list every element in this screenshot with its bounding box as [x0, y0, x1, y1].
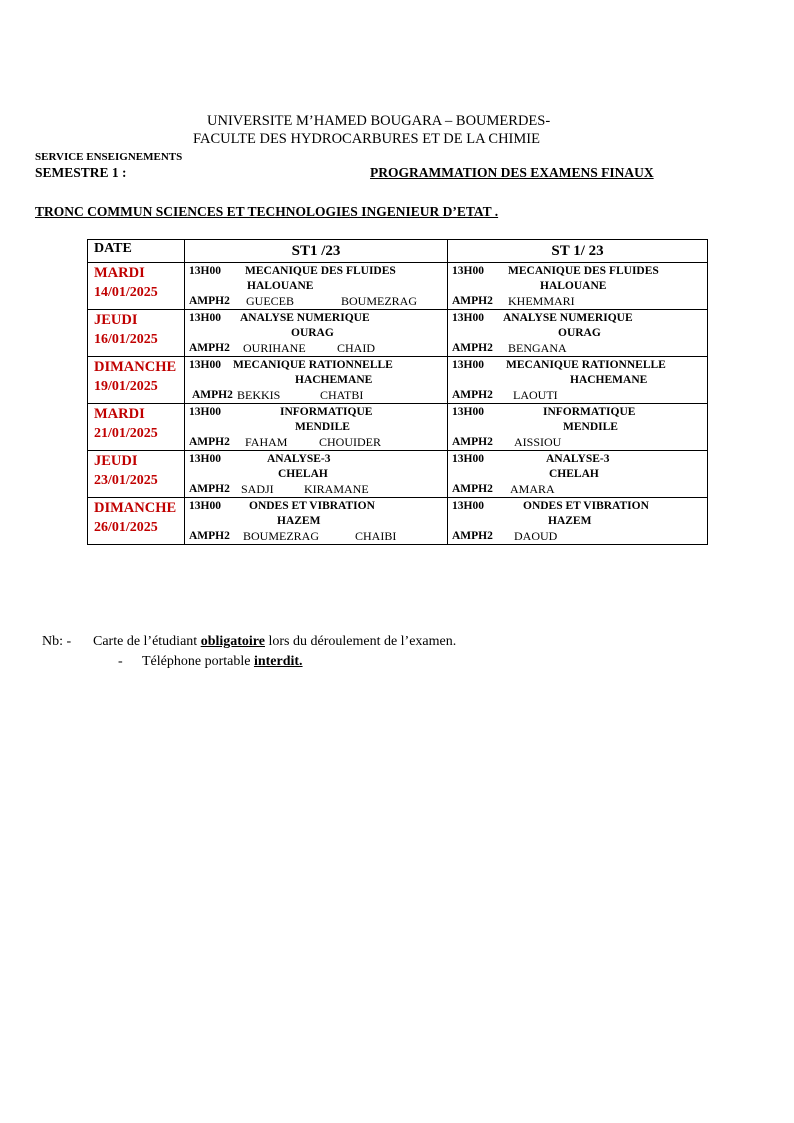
exam-supervisor: KIRAMANE [304, 482, 369, 496]
exam-room: AMPH2 [189, 295, 230, 307]
note-label: Nb: - [42, 634, 72, 649]
exam-room: AMPH2 [192, 389, 233, 401]
program-title: PROGRAMMATION DES EXAMENS FINAUX [370, 165, 654, 180]
exam-cell [185, 404, 448, 451]
day-name: JEUDI [94, 453, 138, 469]
exam-cell [185, 310, 448, 357]
table-header-row [88, 240, 708, 263]
exam-room: AMPH2 [189, 530, 230, 542]
faculty-title: FACULTE DES HYDROCARBURES ET DE LA CHIMIE [193, 131, 540, 147]
day-date: 26/01/2025 [94, 520, 158, 535]
note-line-1-emphasis: obligatoire [200, 634, 265, 649]
exam-supervisor: FAHAM [245, 435, 288, 449]
service-label: SERVICE ENSEIGNEMENTS [35, 151, 183, 163]
exam-cell [185, 498, 448, 545]
exam-teacher: CHELAH [549, 468, 599, 480]
date-cell [88, 310, 185, 357]
exam-supervisor: AISSIOU [514, 435, 562, 449]
exam-subject: INFORMATIQUE [543, 406, 636, 418]
note-line-1-rest: lors du déroulement de l’examen. [264, 634, 457, 649]
exam-teacher: OURAG [291, 327, 334, 339]
date-cell [88, 263, 185, 310]
exam-time: 13H00 [189, 312, 221, 324]
exam-time: 13H00 [452, 406, 484, 418]
exam-subject: ANALYSE-3 [546, 453, 610, 465]
header-group-1: ST1 /23 [185, 240, 448, 263]
exam-time: 13H00 [189, 265, 221, 277]
day-name: DIMANCHE [94, 500, 177, 516]
exam-room: AMPH2 [452, 530, 493, 542]
exam-cell [448, 498, 708, 545]
exam-subject: MECANIQUE RATIONNELLE [506, 359, 666, 371]
table-row [88, 451, 708, 498]
header-date: DATE [88, 240, 185, 263]
exam-time: 13H00 [452, 312, 484, 324]
exam-supervisor: DAOUD [514, 529, 558, 543]
exam-cell [448, 404, 708, 451]
exam-teacher: HAZEM [548, 515, 592, 527]
exam-supervisor: CHAID [337, 341, 375, 355]
exam-cell [448, 357, 708, 404]
exam-teacher: HALOUANE [247, 280, 314, 292]
note-bullet: - [118, 654, 123, 669]
exam-time: 13H00 [189, 406, 221, 418]
exam-teacher: OURAG [558, 327, 601, 339]
exam-cell [185, 451, 448, 498]
day-date: 16/01/2025 [94, 332, 158, 347]
exam-subject: MECANIQUE DES FLUIDES [508, 265, 659, 277]
exam-time: 13H00 [189, 359, 221, 371]
exam-cell [448, 310, 708, 357]
day-name: MARDI [94, 406, 145, 422]
exam-subject: ANALYSE NUMERIQUE [503, 312, 633, 324]
exam-time: 13H00 [452, 359, 484, 371]
note-line-2-text: Téléphone portable [142, 654, 254, 669]
exam-time: 13H00 [189, 500, 221, 512]
exam-supervisor: SADJI [241, 482, 274, 496]
exam-teacher: MENDILE [295, 421, 350, 433]
date-cell [88, 357, 185, 404]
exam-teacher: CHELAH [278, 468, 328, 480]
exam-subject: MECANIQUE RATIONNELLE [233, 359, 393, 371]
exam-room: AMPH2 [452, 389, 493, 401]
exam-subject: ONDES ET VIBRATION [249, 500, 375, 512]
day-date: 19/01/2025 [94, 379, 158, 394]
exam-subject: MECANIQUE DES FLUIDES [245, 265, 396, 277]
exam-teacher: MENDILE [563, 421, 618, 433]
day-date: 14/01/2025 [94, 285, 158, 300]
day-name: MARDI [94, 265, 145, 281]
exam-cell [448, 263, 708, 310]
exam-supervisor: AMARA [510, 482, 555, 496]
date-cell [88, 498, 185, 545]
note-line-2 [142, 654, 303, 670]
day-name: JEUDI [94, 312, 138, 328]
exam-time: 13H00 [452, 453, 484, 465]
note-line-2-emphasis: interdit. [253, 654, 303, 669]
exam-teacher: HAZEM [277, 515, 321, 527]
exam-room: AMPH2 [189, 436, 230, 448]
exam-supervisor: GUECEB [246, 294, 294, 308]
exam-subject: ANALYSE-3 [267, 453, 331, 465]
exam-supervisor: BENGANA [508, 341, 567, 355]
university-title: UNIVERSITE M’HAMED BOUGARA – BOUMERDES- [207, 113, 551, 129]
note-line-1-text: Carte de l’étudiant [93, 634, 201, 649]
exam-subject: INFORMATIQUE [280, 406, 373, 418]
exam-room: AMPH2 [452, 295, 493, 307]
exam-supervisor: OURIHANE [243, 341, 306, 355]
table-row [88, 498, 708, 545]
day-name: DIMANCHE [94, 359, 177, 375]
note-line-1 [93, 634, 456, 650]
exam-room: AMPH2 [452, 342, 493, 354]
exam-room: AMPH2 [452, 436, 493, 448]
exam-teacher: HALOUANE [540, 280, 607, 292]
exam-supervisor: CHOUIDER [319, 435, 381, 449]
date-cell [88, 451, 185, 498]
exam-cell [185, 263, 448, 310]
table-row [88, 357, 708, 404]
date-cell [88, 404, 185, 451]
table-row [88, 263, 708, 310]
table-row [88, 310, 708, 357]
exam-supervisor: BEKKIS [237, 388, 281, 402]
exam-schedule-table [87, 239, 708, 545]
exam-supervisor: BOUMEZRAG [243, 529, 320, 543]
exam-subject: ANALYSE NUMERIQUE [240, 312, 370, 324]
header-group-2: ST 1/ 23 [448, 240, 708, 263]
exam-cell [448, 451, 708, 498]
exam-supervisor: CHATBI [320, 388, 364, 402]
exam-room: AMPH2 [189, 483, 230, 495]
exam-cell [185, 357, 448, 404]
exam-subject: ONDES ET VIBRATION [523, 500, 649, 512]
semester-label: SEMESTRE 1 : [35, 165, 127, 180]
day-date: 23/01/2025 [94, 473, 158, 488]
exam-supervisor: KHEMMARI [508, 294, 575, 308]
exam-supervisor: LAOUTI [513, 388, 558, 402]
day-date: 21/01/2025 [94, 426, 158, 441]
exam-time: 13H00 [452, 265, 484, 277]
exam-time: 13H00 [189, 453, 221, 465]
exam-time: 13H00 [452, 500, 484, 512]
table-row [88, 404, 708, 451]
exam-teacher: HACHEMANE [295, 374, 373, 386]
exam-supervisor: CHAIBI [355, 529, 397, 543]
exam-room: AMPH2 [452, 483, 493, 495]
tronc-commun-title: TRONC COMMUN SCIENCES ET TECHNOLOGIES INGENIEUR D’ETAT . [35, 204, 499, 219]
exam-room: AMPH2 [189, 342, 230, 354]
exam-teacher: HACHEMANE [570, 374, 648, 386]
exam-supervisor: BOUMEZRAG [341, 294, 418, 308]
